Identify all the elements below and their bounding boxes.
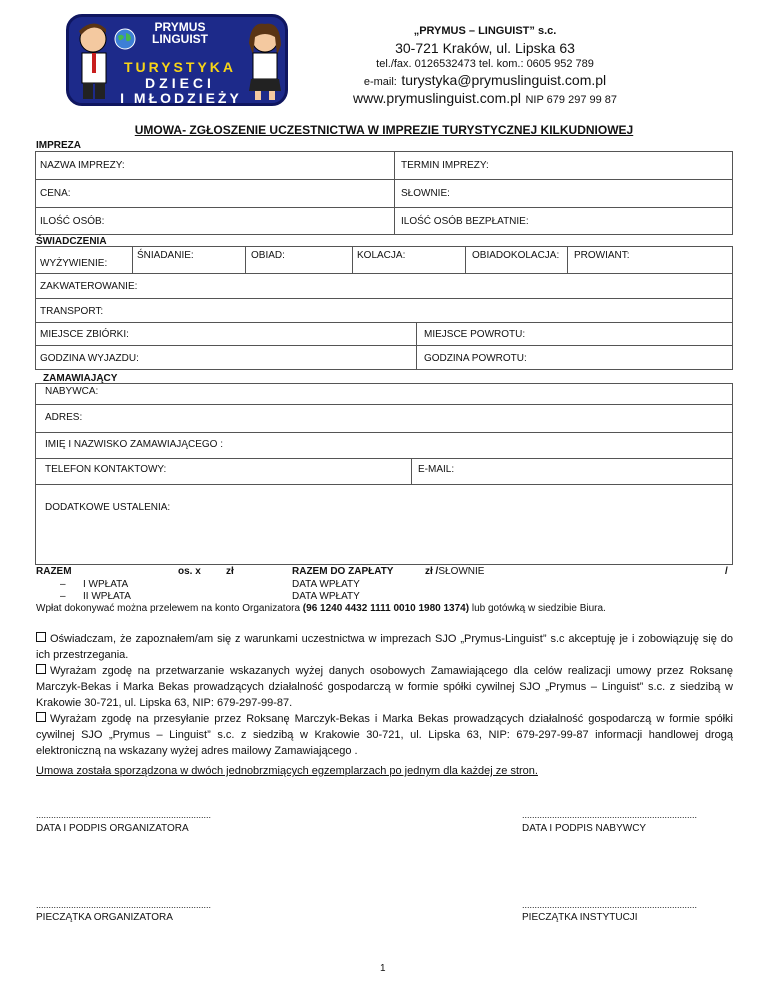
declaration-terms — [36, 631, 733, 663]
org-stamp-line: ...................................................................... — [36, 900, 212, 910]
dash-2: – — [60, 591, 66, 602]
data-processing-checkbox[interactable] — [36, 664, 46, 674]
dinner-field[interactable]: OBIADOKOLACJA: — [472, 250, 560, 261]
second-payment-label: II WPŁATA — [83, 591, 131, 602]
buyer-address-field[interactable]: ADRES: — [45, 412, 83, 423]
total-words-label — [425, 566, 484, 577]
girl-illustration — [243, 21, 285, 101]
page-number: 1 — [380, 963, 386, 974]
impreza-table — [35, 151, 733, 235]
buyer-field[interactable]: NABYWCA: — [45, 386, 99, 397]
lunch-field[interactable]: OBIAD: — [251, 250, 285, 261]
payment-note — [36, 603, 606, 614]
globe-icon — [113, 27, 137, 51]
supper-field[interactable]: KOLACJA: — [357, 250, 406, 261]
persons-x-label: os. x — [178, 566, 201, 577]
logo-dzieci: DZIECI — [145, 75, 215, 91]
company-nip: NIP 679 297 99 87 — [525, 94, 618, 106]
logo-mlodziezy: I MŁODZIEŻY — [120, 90, 242, 106]
company-website-line — [320, 90, 650, 108]
total-due-label: RAZEM DO ZAPŁATY — [292, 566, 394, 577]
second-payment-date: DATA WPŁATY — [292, 591, 360, 602]
total-label: RAZEM — [36, 566, 72, 577]
price-field[interactable]: CENA: — [40, 188, 71, 199]
inst-stamp-label: PIECZĄTKA INSTYTUCJI — [522, 912, 638, 923]
transport-field[interactable]: TRANSPORT: — [40, 306, 104, 317]
return-time-field[interactable]: GODZINA POWROTU: — [424, 353, 527, 364]
meeting-place-field[interactable]: MIEJSCE ZBIÓRKI: — [40, 329, 129, 340]
boy-illustration — [73, 21, 115, 101]
buyer-sign-line: ...................................................................... — [522, 810, 698, 820]
buyer-sign-label: DATA I PODPIS NABYWCY — [522, 823, 647, 834]
return-place-field[interactable]: MIEJSCE POWROTU: — [424, 329, 526, 340]
event-term-field[interactable]: TERMIN IMPREZY: — [401, 160, 489, 171]
company-name: „PRYMUS – LINGUIST” s.c. — [413, 25, 557, 37]
departure-time-field[interactable]: GODZINA WYJAZDU: — [40, 353, 139, 364]
company-phones: tel./fax. 0126532473 tel. kom.: 0605 952 789 — [376, 58, 594, 70]
bank-account: (96 1240 4432 1111 0010 1980 1374) — [302, 603, 470, 614]
currency-words: zł / — [425, 566, 439, 577]
logo-prymus: PRYMUS — [154, 20, 206, 34]
currency-label: zł — [226, 566, 234, 577]
company-address: 30-721 Kraków, ul. Lipska 63 — [395, 40, 575, 56]
company-logo — [66, 14, 288, 106]
buyer-phone-field[interactable]: TELEFON KONTAKTOWY: — [45, 464, 167, 475]
declaration-data-processing-text: Wyrażam zgodę na przetwarzanie wskazanych wyżej danych osobowych Zamawiającego dla celów realizacji umowy przez Roksanę Marczyk-Bekas i Marka Bekas prowadzących działalność gospodarczą w formie spółki cywilnej SJO „Prymus – Linguist” s.c. z siedzibą w Krakowie 30-721, ul. Lipska 63, NIP: 679-297-99-87. — [36, 665, 733, 709]
org-stamp-label: PIECZĄTKA ORGANIZATORA — [36, 912, 173, 923]
company-email: turystyka@prymuslinguist.com.pl — [401, 72, 607, 88]
payment-note-after: lub gotówką w siedzibie Biura. — [469, 603, 606, 614]
page-title: UMOWA- ZGŁOSZENIE UCZESTNICTWA W IMPREZIE TURYSTYCZNEJ KILKUDNIOWEJ — [134, 123, 634, 137]
org-sign-line: ...................................................................... — [36, 810, 212, 820]
packed-lunch-field[interactable]: PROWIANT: — [574, 250, 630, 261]
swiadczenia-table — [35, 246, 733, 370]
section-swiadczenia: ŚWIADCZENIA — [36, 236, 107, 247]
copies-note: Umowa została sporządzona w dwóch jednobrzmiących egzemplarzach po jednym dla każdej ze stron. — [36, 765, 538, 777]
persons-field[interactable]: ILOŚĆ OSÓB: — [40, 216, 105, 227]
company-website: www.prymuslinguist.com.pl — [352, 90, 522, 106]
event-name-field[interactable]: NAZWA IMPREZY: — [40, 160, 125, 171]
marketing-checkbox[interactable] — [36, 712, 46, 722]
declaration-data-processing — [36, 663, 733, 711]
section-impreza: IMPREZA — [36, 140, 81, 151]
first-payment-label: I WPŁATA — [83, 579, 129, 590]
terms-checkbox[interactable] — [36, 632, 46, 642]
email-label: e-mail: — [363, 76, 397, 88]
inst-stamp-line: ...................................................................... — [522, 900, 698, 910]
org-sign-label: DATA I PODPIS ORGANIZATORA — [36, 823, 189, 834]
company-email-line — [320, 72, 650, 90]
price-words-field[interactable]: SŁOWNIE: — [401, 188, 450, 199]
words-label: SŁOWNIE — [438, 566, 485, 577]
declaration-marketing — [36, 711, 733, 759]
breakfast-field[interactable]: ŚNIADANIE: — [137, 250, 194, 261]
accommodation-field[interactable]: ZAKWATEROWANIE: — [40, 281, 138, 292]
section-zamawiajacy: ZAMAWIAJĄCY — [43, 373, 118, 384]
buyer-name-field[interactable]: IMIĘ I NAZWISKO ZAMAWIAJĄCEGO : — [45, 439, 223, 450]
extra-arrangements-field[interactable]: DODATKOWE USTALENIA: — [45, 502, 171, 513]
declaration-terms-text: Oświadczam, że zapoznałem/am się z warunkami uczestnictwa w imprezach SJO „Prymus-Linguist” s.c akceptuję je i zobowiązuję się do ich przestrzegania. — [36, 633, 733, 661]
first-payment-date: DATA WPŁATY — [292, 579, 360, 590]
logo-linguist: LINGUIST — [152, 32, 208, 46]
payment-note-before: Wpłat dokonywać można przelewem na konto Organizatora — [36, 603, 303, 614]
logo-turystyka: TURYSTYKA — [123, 59, 237, 75]
free-persons-field[interactable]: ILOŚĆ OSÓB BEZPŁATNIE: — [401, 216, 529, 227]
buyer-email-field[interactable]: E-MAIL: — [418, 464, 455, 475]
dash-1: – — [60, 579, 66, 590]
declaration-marketing-text: Wyrażam zgodę na przesyłanie przez Roksanę Marczyk-Bekas i Marka Bekas prowadzących działalność gospodarczą w formie spółki cywilnej SJO „Prymus – Linguist” s.c. z siedzibą w Krakowie 30-721, ul. Lipska 63, NIP: 679-297-99-87 informacji handlowej drogą elektroniczną na wskazany wyżej adres mailowy Zamawiającego . — [36, 713, 733, 757]
meals-label: WYŻYWIENIE: — [40, 258, 108, 269]
slash-label: / — [725, 566, 728, 577]
